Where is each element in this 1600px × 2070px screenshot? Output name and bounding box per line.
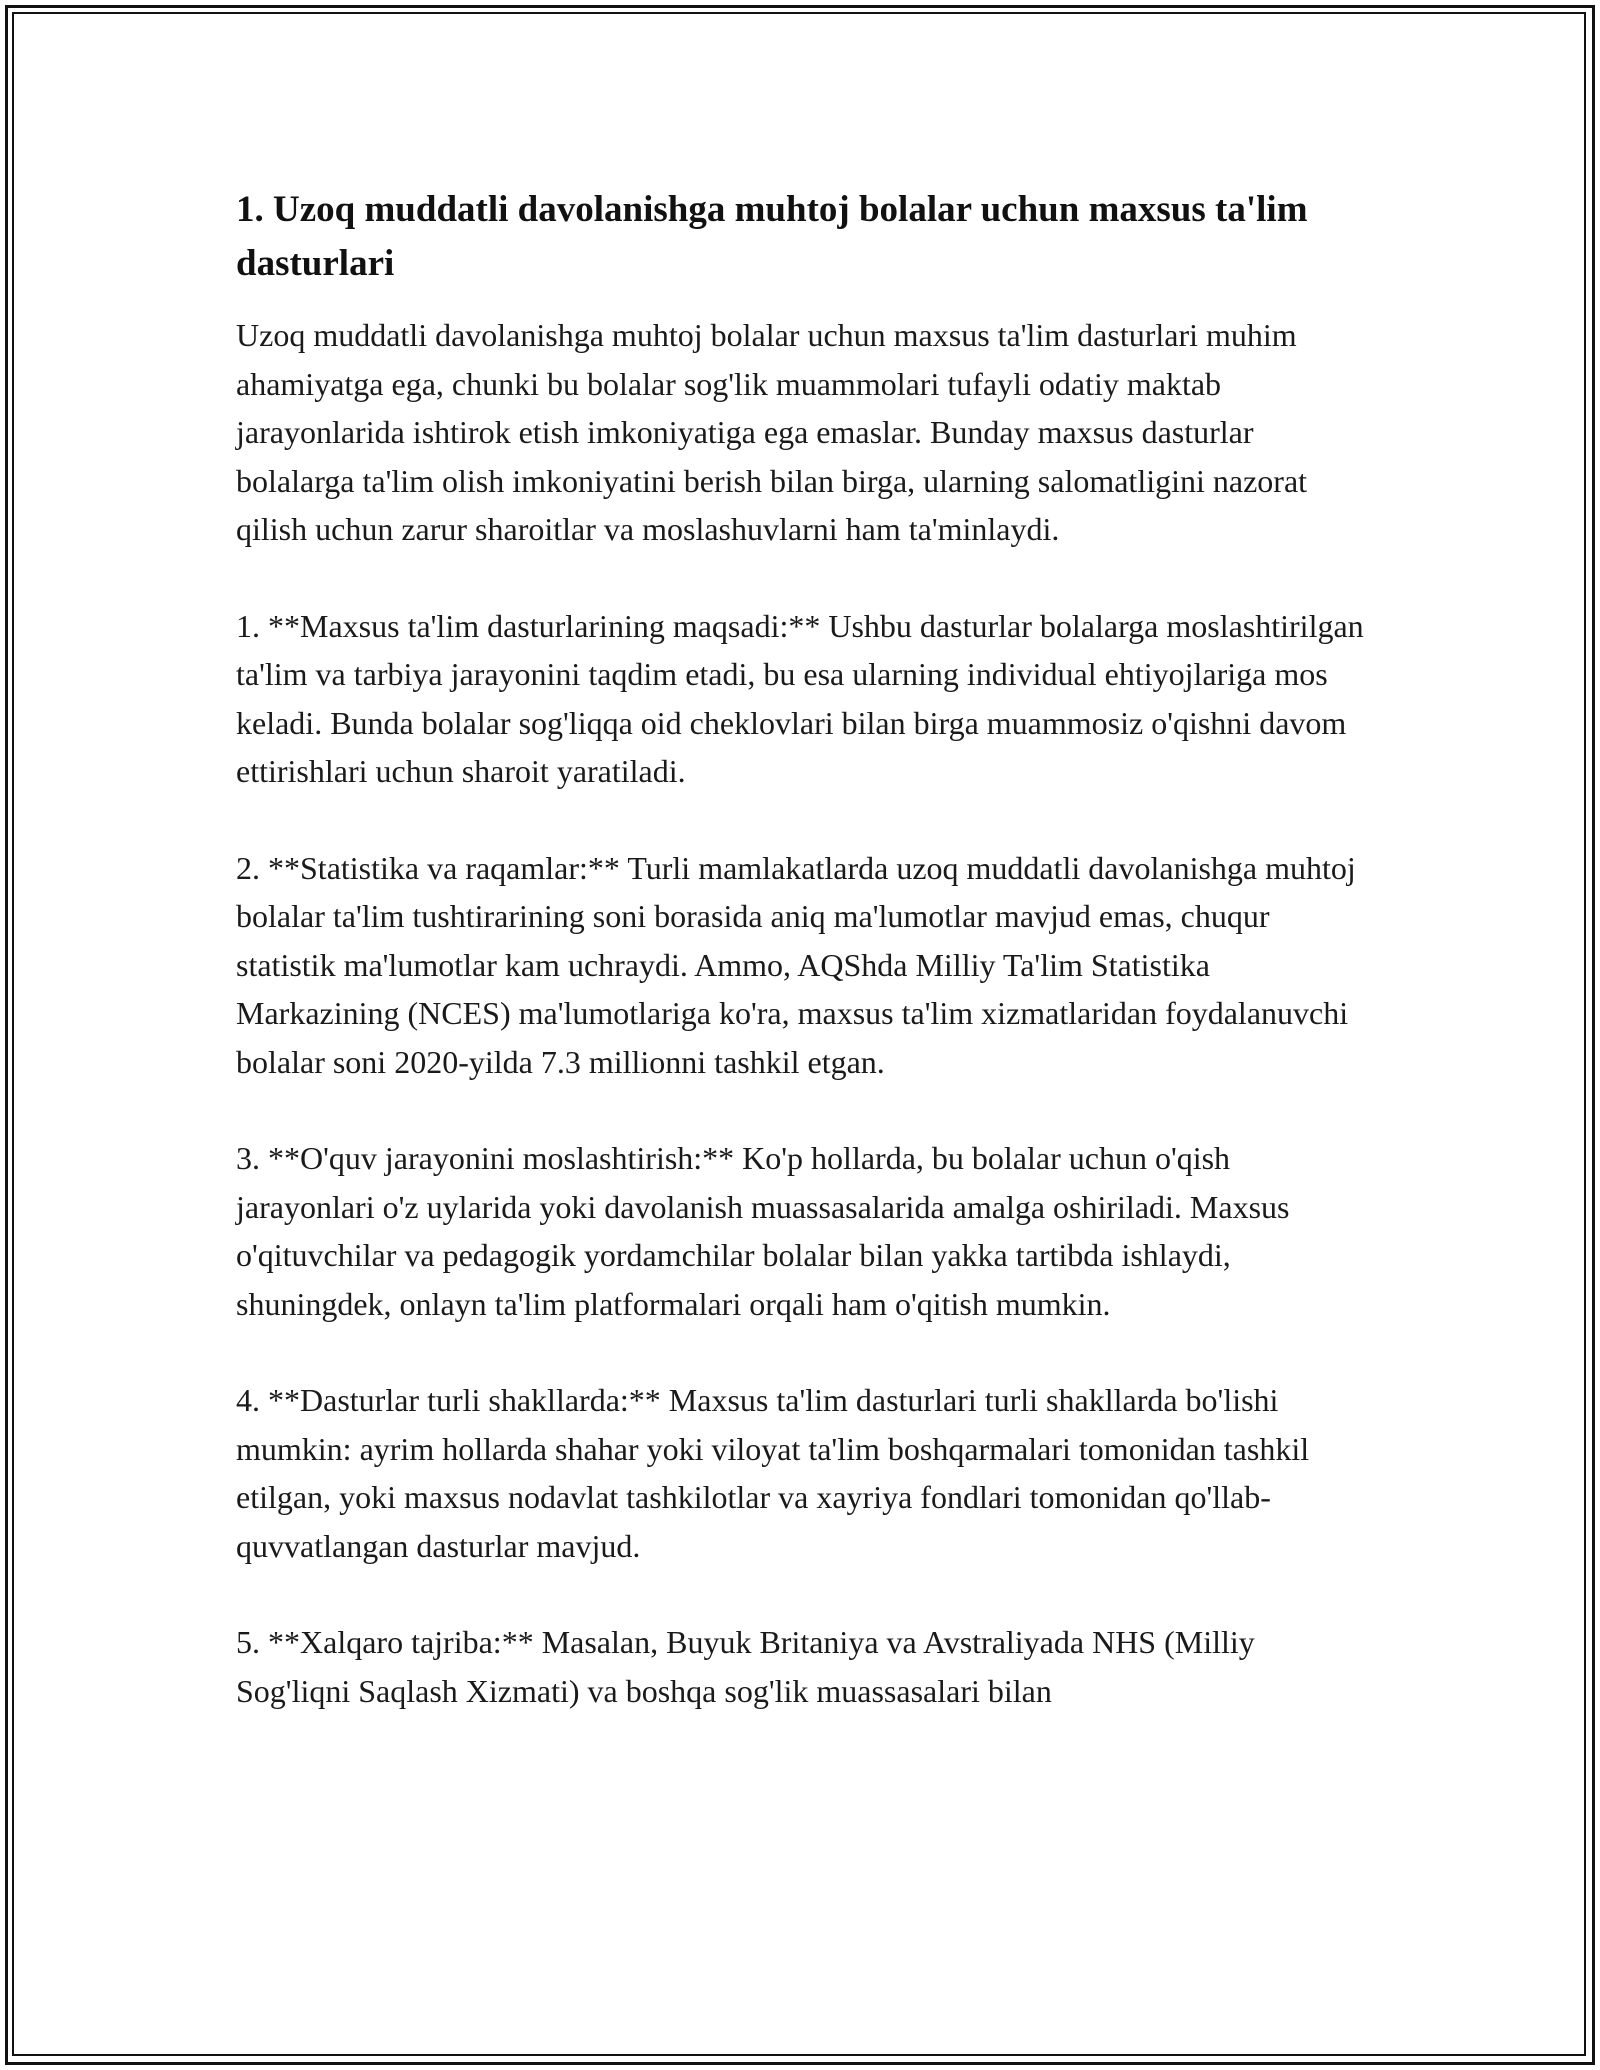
document-body xyxy=(236,183,1366,1763)
intro-paragraph: Uzoq muddatli davolanishga muhtoj bolalar uchun maxsus ta'lim dasturlari muhim ahamiyatga ega, chunki bu bolalar sog'lik muammolari tufayli odatiy maktab jarayonlarida ishtirok etish imkoniyatiga ega emaslar. Bunday maxsus dasturlar bolalarga ta'lim olish imkoniyatini berish bilan birga, ularning salomatligini nazorat qilish uchun zarur sharoitlar va moslashuvlarni ham ta'minlaydi. xyxy=(236,317,1308,547)
list-item-adaptation: 3. **O'quv jarayonini moslashtirish:** Ko'p hollarda, bu bolalar uchun o'qish jarayonlari o'z uylarida yoki davolanish muassasalarida amalga oshiriladi. Maxsus o'qituvchilar va pedagogik yordamchilar bolalar bilan yakka tartibda ishlaydi, shuningdek, onlayn ta'lim platformalari orqali ham o'qitish mumkin. xyxy=(236,1140,1290,1322)
section-heading: 1. Uzoq muddatli davolanishga muhtoj bolalar uchun maxsus ta'lim dasturlari xyxy=(236,189,1308,284)
list-item-international-experience: 5. **Xalqaro tajriba:** Masalan, Buyuk Britaniya va Avstraliyada NHS (Milliy Sog'liqni Saqlash Xizmati) va boshqa sog'lik muassasalari bilan xyxy=(236,1624,1255,1709)
list-item-statistics: 2. **Statistika va raqamlar:** Turli mamlakatlarda uzoq muddatli davolanishga muhtoj bolalar ta'lim tushtirarining soni borasida aniq ma'lumotlar mavjud emas, chuqur statistik ma'lumotlar kam uchraydi. Ammo, AQShda Milliy Ta'lim Statistika Markazining (NCES) ma'lumotlariga ko'ra, maxsus ta'lim xizmatlaridan foydalanuvchi bolalar soni 2020-yilda 7.3 millionni tashkil etgan. xyxy=(236,849,1356,1080)
list-item-purpose: 1. **Maxsus ta'lim dasturlarining maqsadi:** Ushbu dasturlar bolalarga moslashtirilgan ta'lim va tarbiya jarayonini taqdim etadi, bu esa ularning individual ehtiyojlariga mos keladi. Bunda bolalar sog'liqqa oid cheklovlari bilan birga muammosiz o'qishni davom ettirishlari uchun sharoit yaratiladi. xyxy=(236,607,1364,789)
list-item-program-forms: 4. **Dasturlar turli shakllarda:** Maxsus ta'lim dasturlari turli shakllarda bo'lishi mumkin: ayrim hollarda shahar yoki viloyat ta'lim boshqarmalari tomonidan tashkil etilgan, yoki maxsus nodavlat tashkilotlar va xayriya fondlari tomonidan qo'llab-quvvatlangan dasturlar mavjud. xyxy=(236,1382,1310,1564)
